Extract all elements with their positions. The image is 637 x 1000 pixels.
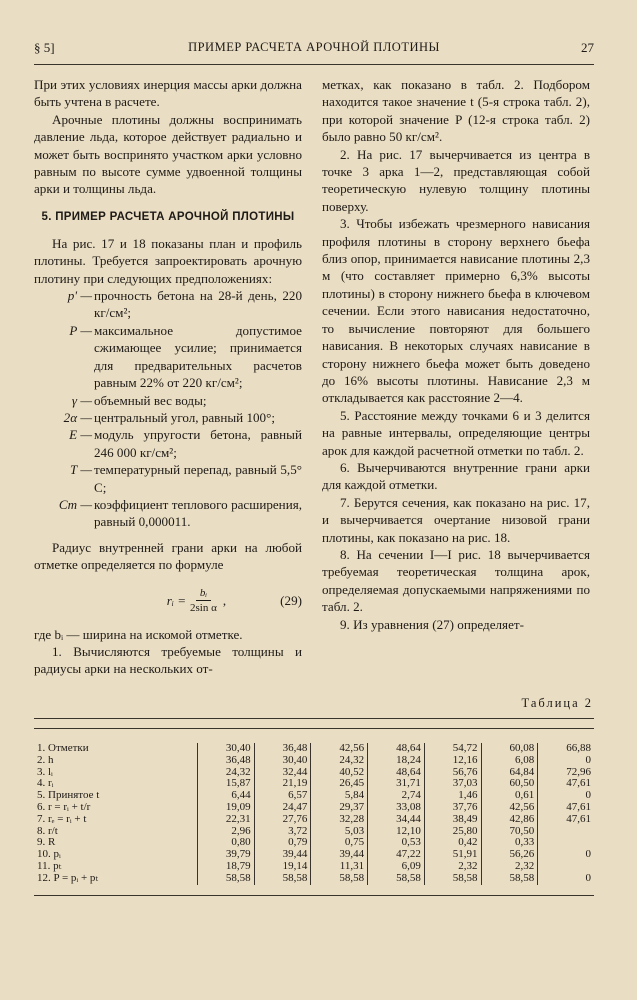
definition-text: центральный угол, равный 100°; [94, 409, 275, 425]
table-cell: 31,71 [368, 778, 425, 790]
section-title: 5. ПРИМЕР РАСЧЕТА АРОЧНОЙ ПЛОТИНЫ [41, 210, 295, 223]
table-cell: 39,79 [197, 849, 254, 861]
table-row [34, 814, 594, 826]
table-cell: 24,32 [311, 755, 368, 767]
row-label: 10. pᵢ [37, 848, 61, 861]
table-cell: 0,42 [424, 837, 481, 849]
definition-item [34, 322, 302, 392]
table-cell: 2,32 [424, 861, 481, 873]
table-top-rule [34, 718, 594, 719]
paragraph: 9. Из уравнения (27) определяет- [340, 616, 524, 632]
table-cell: 58,58 [254, 873, 311, 885]
definition-text: максимальное допустимое сжимающее усилие; принимается для предварительных расчетов равным 22% от 220 кг/см²; [94, 322, 302, 391]
definition-symbol: Cт — [58, 496, 92, 512]
table-row [34, 755, 594, 767]
table-cell: 27,76 [254, 814, 311, 826]
formula-fraction [190, 587, 217, 614]
table-cell: 0 [538, 849, 594, 861]
paragraph: 7. Берутся сечения, как показано на рис. 17, и вычерчивается очертание низовой грани плотины, как показано на рис. 18. [322, 494, 590, 545]
definition-symbol: p' — [67, 288, 92, 304]
paragraph: 8. На сечении I—I рис. 18 вычерчивается требуемая теоретическая толщина арок, определяемая допускаемыми напряжениями по табл. 2. [322, 546, 590, 615]
data-table [34, 743, 594, 885]
table-cell: 56,76 [424, 767, 481, 779]
formula-tail: , [222, 592, 227, 608]
definition-text: прочность бетона на 28-й день, 220 кг/см²; [94, 288, 302, 321]
definition-item [34, 496, 302, 531]
table-cell: 32,28 [311, 814, 368, 826]
paragraph: метках, как показано в табл. 2. Подбором находится такое значение t (5-я строка табл. 2), при которой значение P (12-я строка табл. 2) было равно 50 кг/см². [322, 77, 590, 145]
table-cell: 0 [538, 873, 594, 885]
table-cell: 58,58 [481, 873, 538, 885]
paragraph: На рис. 17 и 18 показаны план и профиль плотины. Требуется запроектировать арочную плотину при следующих предположениях: [34, 235, 302, 286]
paragraph: 5. Расстояние между точками 6 и 3 делится на равные интервалы, определяющие центры арок для каждой расчетной отметки по табл. 2. [322, 407, 590, 458]
definition-text: температурный перепад, равный 5,5° С; [94, 462, 302, 495]
row-label: 4. rᵢ [37, 777, 54, 790]
table-row [34, 861, 594, 873]
table-cell: 12,16 [424, 755, 481, 767]
table-cell: 40,52 [311, 767, 368, 779]
table-cell: 56,26 [481, 849, 538, 861]
definition-item [34, 461, 302, 496]
definition-symbol: γ — [71, 392, 92, 408]
paragraph: где bᵢ — ширина на искомой отметке. [34, 626, 243, 642]
definitions-list [34, 287, 302, 531]
table-cell: 6,08 [481, 755, 538, 767]
table-cell: 30,40 [254, 755, 311, 767]
paragraph: 2. На рис. 17 вычерчивается из центра в точке 3 арка 1—2, представляющая собой теоретическую нулевую толщину плотины поверху. [322, 146, 590, 214]
table-cell: 42,56 [481, 802, 538, 814]
formula-lhs: rᵢ = [166, 592, 187, 608]
row-label: 6. r = rᵢ + t/r [37, 800, 91, 813]
table-row [34, 743, 594, 755]
table-cell: 47,22 [368, 849, 425, 861]
table-cell: 19,14 [254, 861, 311, 873]
table-cell: 25,80 [424, 826, 481, 838]
table-cell: 37,03 [424, 778, 481, 790]
table-cell: 32,44 [254, 767, 311, 779]
table-cell: 5,03 [311, 826, 368, 838]
table-cell: 0 [538, 790, 594, 802]
table-cell: 70,50 [481, 826, 538, 838]
table-cell: 0,75 [311, 837, 368, 849]
table-cell: 5,84 [311, 790, 368, 802]
row-label: 9. R [37, 836, 56, 849]
definition-item [34, 287, 302, 322]
table-cell: 2,32 [481, 861, 538, 873]
table-cell [538, 861, 594, 873]
table-cell: 2,96 [197, 826, 254, 838]
table-cell: 18,79 [197, 861, 254, 873]
paragraph: Арочные плотины должны воспринимать давление льда, которое действует радиально и может быть воспринято участком арки условно равным по высоте сумме удвоенной толщины арки и толщины льда. [34, 111, 302, 197]
definition-symbol: E — [69, 427, 92, 443]
table-cell: 42,56 [311, 743, 368, 755]
table-cell: 42,86 [481, 814, 538, 826]
table-cell: 47,61 [538, 778, 594, 790]
right-column [322, 76, 590, 633]
row-label: 8. r/t [37, 824, 58, 837]
formula-number: (29) [280, 592, 302, 608]
table-cell: 0 [538, 755, 594, 767]
table-cell: 36,48 [197, 755, 254, 767]
row-label: 12. P = pᵢ + pₜ [37, 871, 99, 884]
table-cell: 0,61 [481, 790, 538, 802]
table-cell: 60,50 [481, 778, 538, 790]
table-cell: 15,87 [197, 778, 254, 790]
table-row [34, 802, 594, 814]
table-cell: 1,46 [424, 790, 481, 802]
definition-symbol: P — [69, 322, 92, 338]
definition-item [34, 409, 302, 426]
row-label: 11. pₜ [37, 859, 62, 872]
definition-symbol: 2α — [63, 409, 92, 425]
table-cell: 30,40 [197, 743, 254, 755]
table-cell: 0,33 [481, 837, 538, 849]
header-section: § 5] [34, 40, 55, 55]
table-cell: 0,80 [197, 837, 254, 849]
table-cell: 24,47 [254, 802, 311, 814]
table-cell: 38,49 [424, 814, 481, 826]
page-header [34, 40, 594, 62]
table-cell: 36,48 [254, 743, 311, 755]
table-header-rule [34, 728, 594, 729]
table-cell: 51,91 [424, 849, 481, 861]
table-cell: 21,19 [254, 778, 311, 790]
table-cell: 58,58 [368, 873, 425, 885]
paragraph: 3. Чтобы избежать чрезмерного нависания профиля плотины в сторону верхнего бьефа близ опор, принимается нависание плотины 2,3 м (что составляет примерно 6,3% высоты плотины) в сторону нижнего бьефа в ключевом сечении. Если этого нависания недостаточно, то вычисление повторяют для большего нависания. В некоторых случаях нависание в сторону нижнего бьефа может быть доведено до 16% высоты плотины. Нависание 2,3 м откладывается как расстояние 2—4. [322, 216, 590, 406]
table-cell: 58,58 [311, 873, 368, 885]
table-bottom-rule [34, 895, 594, 896]
header-title: ПРИМЕР РАСЧЕТА АРОЧНОЙ ПЛОТИНЫ [188, 40, 440, 54]
table-cell: 64,84 [481, 767, 538, 779]
row-label: 2. h [37, 753, 54, 766]
table-cell: 12,10 [368, 826, 425, 838]
table-cell: 19,09 [197, 802, 254, 814]
header-rule [34, 64, 594, 65]
table-caption: Таблица 2 [521, 696, 593, 710]
definition-item [34, 426, 302, 461]
definition-text: объемный вес воды; [94, 392, 207, 408]
definition-text: модуль упругости бетона, равный 246 000 кг/см²; [94, 427, 302, 460]
row-label: 5. Принятое t [37, 789, 100, 802]
definition-item [34, 392, 302, 409]
table-row [34, 873, 594, 885]
definition-text: коэффициент теплового расширения, равный 0,000011. [94, 496, 302, 530]
table-cell: 0,53 [368, 837, 425, 849]
formula-29 [34, 580, 302, 622]
table-cell: 2,74 [368, 790, 425, 802]
table-cell: 26,45 [311, 778, 368, 790]
row-label: 3. lᵢ [37, 765, 53, 778]
table-cell: 6,09 [368, 861, 425, 873]
header-page-number: 27 [581, 40, 594, 55]
table-cell: 3,72 [254, 826, 311, 838]
table-cell [538, 826, 594, 838]
table-cell: 6,57 [254, 790, 311, 802]
table-cell: 24,32 [197, 767, 254, 779]
table-cell: 66,88 [538, 743, 594, 755]
table-cell: 60,08 [481, 743, 538, 755]
formula-denominator: 2sin α [190, 602, 217, 615]
table-cell: 47,61 [538, 802, 594, 814]
table-row [34, 849, 594, 861]
table-cell: 37,76 [424, 802, 481, 814]
table-cell: 18,24 [368, 755, 425, 767]
row-label: 7. rₑ = rᵢ + t [37, 812, 87, 825]
table-cell: 29,37 [311, 802, 368, 814]
paragraph: При этих условиях инерция массы арки должна быть учтена в расчете. [34, 77, 302, 110]
table-cell: 0,79 [254, 837, 311, 849]
table-cell: 39,44 [254, 849, 311, 861]
paragraph: 6. Вычерчиваются внутренние грани арки для каждой отметки. [322, 459, 590, 493]
table-row [34, 826, 594, 838]
table-cell: 58,58 [424, 873, 481, 885]
row-label: 1. Отметки [37, 742, 89, 754]
left-column [34, 76, 302, 678]
table-cell: 11,31 [311, 861, 368, 873]
paragraph: Радиус внутренней грани арки на любой отметке определяется по формуле [34, 539, 302, 573]
paragraph: 1. Вычисляются требуемые толщины и радиусы арки на нескольких от- [34, 643, 302, 677]
formula-numerator: bᵢ [196, 587, 211, 601]
table-cell: 54,72 [424, 743, 481, 755]
table-cell: 47,61 [538, 814, 594, 826]
table-cell: 22,31 [197, 814, 254, 826]
table-cell: 6,44 [197, 790, 254, 802]
table-cell: 48,64 [368, 767, 425, 779]
table-cell: 33,08 [368, 802, 425, 814]
definition-symbol: T — [70, 462, 92, 478]
table-row [34, 778, 594, 790]
table-cell: 34,44 [368, 814, 425, 826]
table-cell: 72,96 [538, 767, 594, 779]
table-cell: 39,44 [311, 849, 368, 861]
table-cell: 48,64 [368, 743, 425, 755]
table-cell: 58,58 [197, 873, 254, 885]
